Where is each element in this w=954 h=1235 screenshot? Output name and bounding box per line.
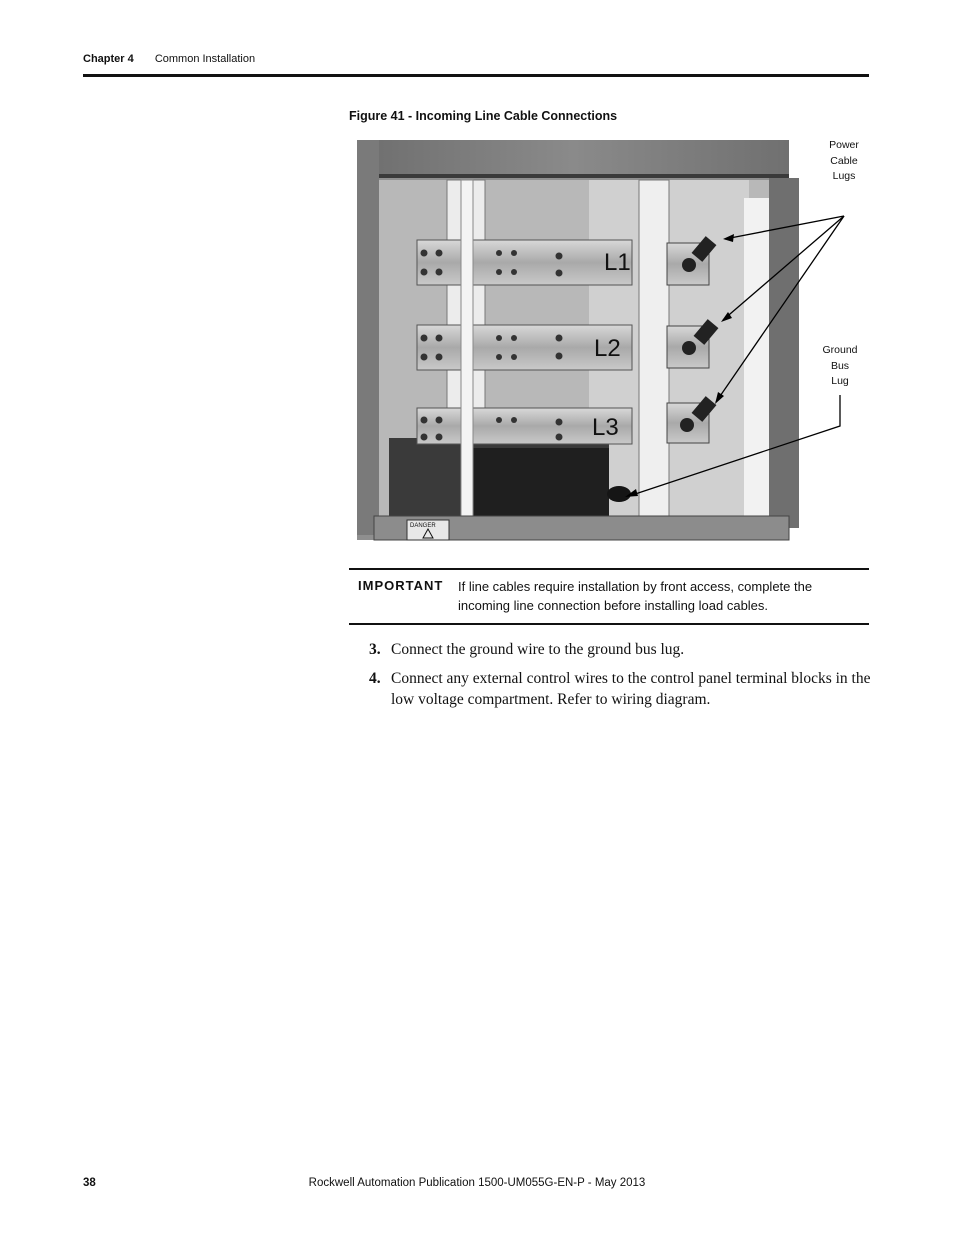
left-side-frame [357, 140, 379, 535]
cabinet-photo [349, 138, 869, 544]
bus-bar-l1 [417, 240, 632, 285]
callout-power-cable-lugs: Power Cable Lugs [829, 139, 859, 182]
step-text: Connect any external control wires to the control panel terminal blocks in the low voltage compartment. Refer to wiring diagram. [391, 670, 871, 708]
important-text: If line cables require installation by front access, complete the incoming line connection before installing load cables. [458, 579, 813, 613]
step-number: 4. [369, 670, 381, 687]
page-header [83, 53, 255, 65]
figure-caption: Figure 41 - Incoming Line Cable Connections [349, 109, 618, 123]
header-rule [83, 74, 869, 77]
section-label: Common Installation [154, 53, 256, 65]
bus-label-l3: L3 [592, 414, 619, 441]
figure-incoming-line-cable-connections [349, 138, 869, 544]
publication-info: Rockwell Automation Publication 1500-UM055G-EN-P - May 2013 [308, 1177, 646, 1189]
bus-label-l1: L1 [604, 249, 631, 276]
cabinet-top-frame [357, 140, 789, 176]
step-text: Connect the ground wire to the ground bus lug. [391, 641, 685, 658]
important-label: IMPORTANT [358, 578, 444, 593]
page-number: 38 [83, 1177, 96, 1189]
right-side-frame [769, 178, 799, 528]
vertical-riser-right [639, 180, 669, 520]
callout-ground-bus-lug: Ground Bus Lug [822, 344, 858, 387]
step-number: 3. [369, 641, 381, 658]
danger-sticker-text: DANGER [410, 523, 436, 529]
bus-label-l2: L2 [594, 335, 621, 362]
important-notice [349, 568, 869, 625]
ground-bus-lug [607, 486, 631, 502]
chapter-label: Chapter 4 [83, 53, 134, 65]
